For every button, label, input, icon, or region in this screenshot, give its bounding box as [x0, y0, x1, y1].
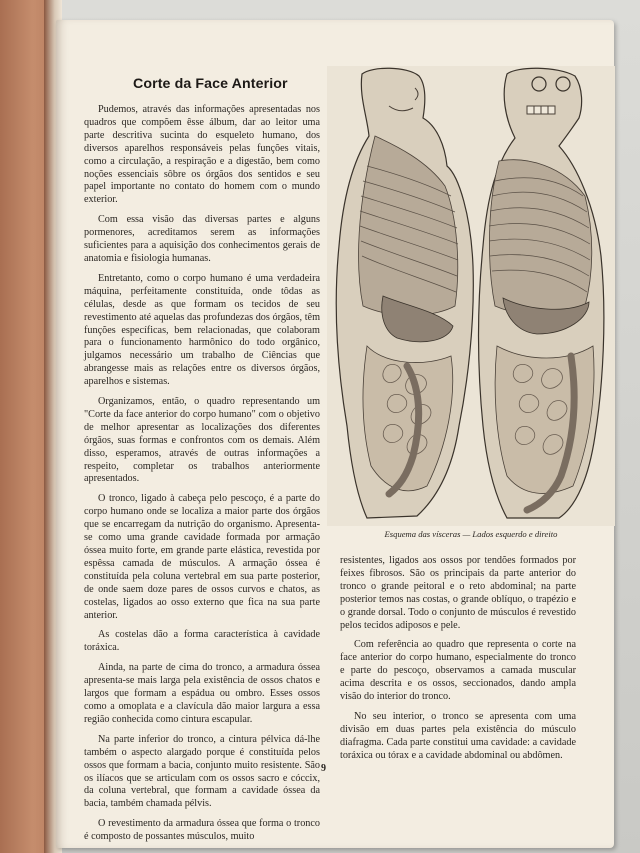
paragraph: resistentes, ligados aos ossos por tendões formados por feixes fibrosos. São os principais da parte anterior do tronco o grande peitoral e o reto abdominal; na parte posterior temos nas costas, o grande oblíquo, o trapézio e o grande dorsal. Todo o conjunto de músculos é revestido pelos tecidos adiposos e pele. — [340, 555, 576, 631]
paragraph: As costelas dão a forma característica à cavidade toráxica. — [84, 629, 320, 654]
viscera-illustration — [327, 66, 615, 526]
paragraph: No seu interior, o tronco se apresenta com uma divisão em duas partes pela existência do músculo diafragma. Cada parte constitui uma cavidade: a cavidade toráxica ou tórax e a cavidade abdominal ou abdômen. — [340, 710, 576, 761]
page-number: 9 — [321, 763, 326, 774]
left-text-column — [84, 104, 320, 851]
paragraph: O tronco, ligado à cabeça pelo pescoço, é a parte do corpo humano onde se localiza a maior parte dos órgãos que se encarregam da nutrição do organismo. Apresenta-se como uma grande cavidade formada por armação óssea muito forte, em grande parte elástica, revestida por espêssa camada de músculos. A armação óssea é constituída pela coluna vertebral em sua parte posterior, de onde saem doze pares de ossos curvos e chatos, as costelas, ligados ao osso externo que fica na sua parte anterior. — [84, 493, 320, 621]
right-torso-illustration — [479, 68, 604, 518]
right-text-column — [340, 555, 576, 770]
paragraph: Com essa visão das diversas partes e alguns pormenores, acreditamos serem as informações suficientes para a aquisição dos conhecimentos gerais de anatomia e fisiologia humanas. — [84, 214, 320, 264]
anatomy-figure — [327, 66, 615, 526]
paragraph: Pudemos, através das informações apresentadas nos quadros que compõem êsse álbum, dar ao leitor uma parte descritiva sucinta do esqueleto humano, dos diversos aparelhos responsáveis pelas funções vitais, como a circulação, a respiração e a digestão, bem como noções essenciais sôbre os órgãos dos sentidos e seu papel importante no contato do homem com o mundo exterior. — [84, 104, 320, 206]
paragraph: Com referência ao quadro que representa o corte na face anterior do corpo humano, especialmente do tronco e parte do pescoço, observamos a camada muscular acima descrita e os ossos, seccionados, dando ampla visão do interior do tronco. — [340, 639, 576, 703]
paragraph: Entretanto, como o corpo humano é uma verdadeira máquina, perfeitamente constituída, onde tôdas as células, desde as que formam os tecidos de seu revestimento até aquelas das profundezas dos órgãos, têm funções específicas, bem relacionadas, que colaboram para o funcionamento harmônico do todo orgânico, julgamos necessário um trabalho de Ciências que abrangesse mais as relações entre os diversos órgãos, aparelhos e sistemas. — [84, 272, 320, 388]
paragraph: Ainda, na parte de cima do tronco, a armadura óssea apresenta-se mais larga pela existência de ossos chatos e largos que formam a espádua ou ombro. Esses ossos como a omoplata e a clavícula dão maior largura a essa região conhecida como cintura escapular. — [84, 662, 320, 725]
figure-caption: Esquema das vísceras — Lados esquerdo e direito — [384, 529, 558, 539]
paragraph: O revestimento da armadura óssea que forma o tronco é composto de possantes músculos, muito — [84, 818, 320, 843]
left-torso-illustration — [336, 68, 473, 518]
paragraph: Na parte inferior do tronco, a cintura pélvica dá-lhe também o aspecto alargado porque é constituída pelos ossos que formam a bacia, conjunto muito resistente. São os ilíacos que se articulam com os ossos sacro e cóccix, da coluna vertebral, que formam a cavidade óssea da bacia, também chamada pélvis. — [84, 733, 320, 810]
paragraph: Organizamos, então, o quadro representando um "Corte da face anterior do corpo humano" com o objetivo de melhor apresentar as localizações dos diferentes órgãos, suas formas e confrontos com os demais. Além disso, esperamos, através de outras informações a respeito, completar os trabalhos anteriormente apresentados. — [84, 396, 320, 485]
section-title: Corte da Face Anterior — [133, 76, 288, 92]
